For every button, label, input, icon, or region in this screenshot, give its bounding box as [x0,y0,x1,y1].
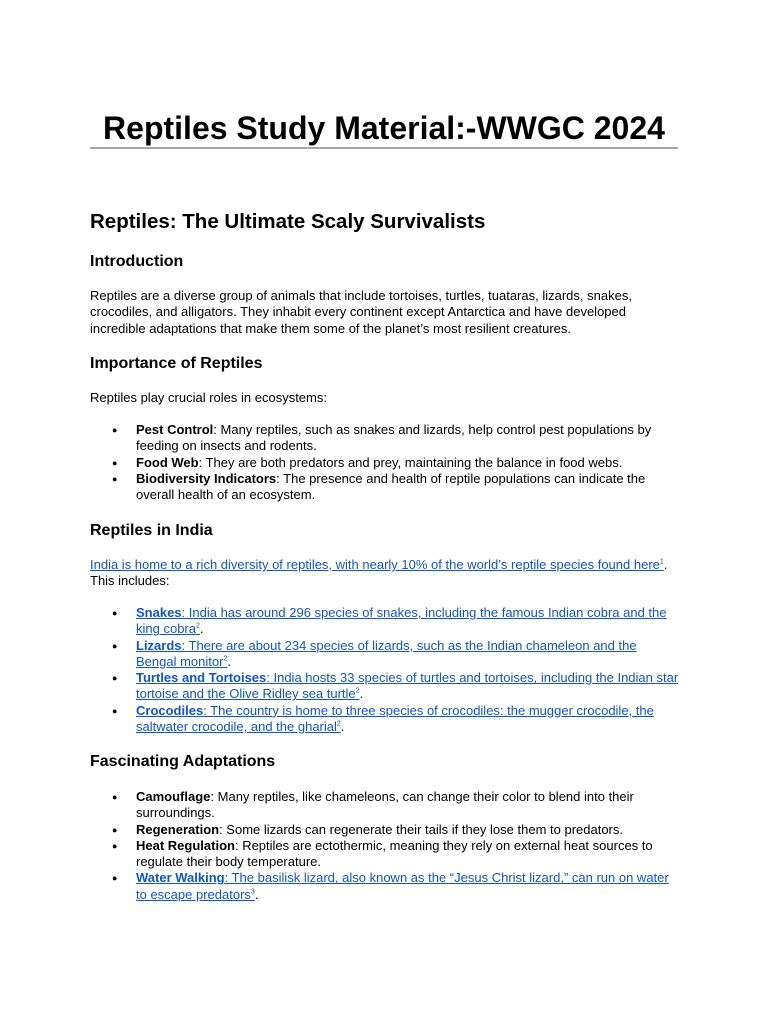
item-term: Crocodiles [136,702,204,718]
india-intro [90,557,680,590]
snakes-link[interactable] [136,605,666,636]
item-text: : They are both predators and prey, maintaining the balance in food webs. [198,454,623,470]
item-term: Snakes [136,605,182,620]
india-intro-link-text: India is home to a rich diversity of reptiles, with nearly 10% of the world’s reptile species found here [90,557,660,572]
india-intro-tail: . This includes: [90,557,668,589]
item-tail: . [227,653,231,669]
list-item [90,455,680,471]
list-item [90,471,680,504]
footnote-ref: 2 [195,622,200,630]
introduction-paragraph: Reptiles are a diverse group of animals that include tortoises, turtles, tuataras, lizards, snakes, crocodiles, and alligators. They inhabit every continent except Antarctica and have developed incredible adaptations that make them some of the planet’s most resilient creatures. [90,288,632,336]
footnote-ref: 2 [223,655,228,663]
item-term: Lizards [136,637,182,653]
importance-lead: Reptiles play crucial roles in ecosystems: [90,390,327,405]
india-list [90,605,680,735]
document-title: Reptiles Study Material:-WWGC 2024 [103,110,665,146]
footnote-ref: 1 [659,558,664,566]
item-tail: . [254,886,259,902]
main-heading: Reptiles: The Ultimate Scaly Survivalists [90,210,486,233]
item-tail: . [359,686,364,702]
india-heading: Reptiles in India [90,522,213,539]
item-text: : Many reptiles, like chameleons, can change their color to blend into their surroundings. [136,789,634,821]
footnote-ref: 2 [355,688,360,696]
item-text: : India has around 296 species of snakes, including the famous Indian cobra and the king cobra [136,605,667,637]
list-item [90,703,680,736]
list-item [90,789,680,822]
india-intro-link[interactable] [90,557,664,572]
list-item [90,638,680,671]
item-term: Food Web [136,454,199,470]
footnote-ref: 3 [250,888,255,896]
item-term: Regeneration [136,821,220,837]
water-walking-link[interactable] [136,870,669,901]
list-item [90,422,680,455]
introduction-heading: Introduction [90,253,184,270]
list-item [90,670,680,703]
item-term: Turtles and Tortoises [136,670,267,686]
turtles-link[interactable] [136,670,678,701]
importance-list [90,422,680,503]
item-term: Biodiversity Indicators [136,470,277,486]
item-term: Camouflage [136,789,211,804]
list-item [90,822,680,838]
list-item [90,838,680,871]
item-text: : The country is home to three species of crocodiles: the mugger crocodile, the saltwater crocodile, and the gharial [136,702,654,735]
list-item [90,870,680,903]
item-term: Water Walking [136,870,225,886]
item-text: : India hosts 33 species of turtles and tortoises, including the Indian star tortoise and the Olive Ridley sea turtle [136,670,679,702]
list-item [90,605,680,638]
importance-heading: Importance of Reptiles [90,355,263,372]
title-underline [90,147,678,149]
adaptations-heading: Fascinating Adaptations [90,753,276,770]
item-tail: . [340,719,345,735]
item-tail: . [199,621,204,637]
footnote-ref: 2 [336,720,341,728]
item-text: : The presence and health of reptile populations can indicate the overall health of an ecosystem. [136,470,646,503]
item-text: : Reptiles are ectothermic, meaning they rely on external heat sources to regulate their body temperature. [136,837,653,870]
item-text: : There are about 234 species of lizards, such as the Indian chameleon and the Bengal monitor [136,637,637,669]
crocodiles-link[interactable] [136,703,654,734]
item-text: : Some lizards can regenerate their tails if they lose them to predators. [219,821,623,837]
adaptations-list [90,789,680,903]
item-text: : The basilisk lizard, also known as the “Jesus Christ lizard,” can run on water to escape predators [136,870,669,902]
item-term: Pest Control [136,422,214,437]
item-text: : Many reptiles, such as snakes and lizards, help control pest populations by feeding on insects and rodents. [136,422,652,454]
item-term: Heat Regulation [136,837,235,853]
lizards-link[interactable] [136,638,637,669]
